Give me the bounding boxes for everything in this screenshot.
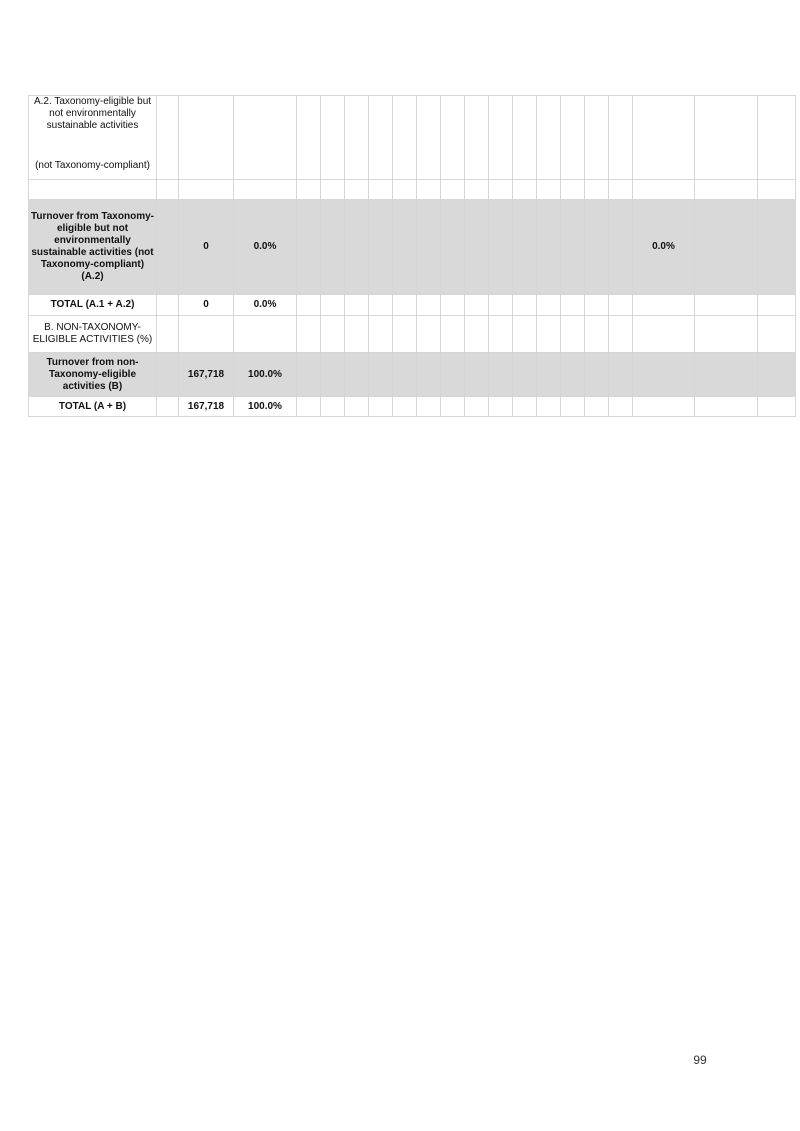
proportion-turnover-cell: 0.0%: [234, 295, 297, 316]
absolute-turnover-cell: 0: [179, 200, 234, 295]
table-row: [29, 353, 796, 397]
section-heading-a2: A.2. Taxonomy-eligible but not environmentally sustainable activities: [33, 96, 152, 131]
absolute-turnover-cell: [179, 180, 234, 200]
table-row: [29, 316, 796, 353]
taxonomy-aligned-proportion-cell: [633, 180, 695, 200]
page-number: 99: [693, 1053, 707, 1067]
row-label-cell: Turnover from Taxonomy-eligible but not environmentally sustainable activities (not Taxonomy-compliant) (A.2): [29, 200, 157, 295]
proportion-turnover-cell: [234, 96, 297, 180]
proportion-turnover-cell: 0.0%: [234, 200, 297, 295]
table-row: [29, 200, 796, 295]
section-subheading-a2: (not Taxonomy-compliant): [35, 160, 150, 171]
table-row: [29, 180, 796, 200]
row-label-cell: Turnover from non-Taxonomy-eligible activities (B): [29, 353, 157, 397]
taxonomy-aligned-proportion-cell: [633, 295, 695, 316]
row-label-cell: TOTAL (A.1 + A.2): [29, 295, 157, 316]
proportion-turnover-cell: 100.0%: [234, 353, 297, 397]
row-label-cell: [29, 180, 157, 200]
table-row: [29, 295, 796, 316]
table-row: [29, 397, 796, 417]
row-label-cell: TOTAL (A + B): [29, 397, 157, 417]
row-label-cell: B. NON-TAXONOMY-ELIGIBLE ACTIVITIES (%): [29, 316, 157, 353]
taxonomy-aligned-proportion-cell: [633, 397, 695, 417]
proportion-turnover-cell: [234, 316, 297, 353]
absolute-turnover-cell: 0: [179, 295, 234, 316]
absolute-turnover-cell: [179, 316, 234, 353]
taxonomy-aligned-proportion-cell: 0.0%: [633, 200, 695, 295]
proportion-turnover-cell: [234, 180, 297, 200]
taxonomy-turnover-table: [28, 95, 796, 417]
table-row: [29, 96, 796, 180]
taxonomy-aligned-proportion-cell: [633, 96, 695, 180]
absolute-turnover-cell: 167,718: [179, 353, 234, 397]
proportion-turnover-cell: 100.0%: [234, 397, 297, 417]
row-label-cell: [29, 96, 157, 180]
absolute-turnover-cell: [179, 96, 234, 180]
absolute-turnover-cell: 167,718: [179, 397, 234, 417]
taxonomy-aligned-proportion-cell: [633, 316, 695, 353]
taxonomy-aligned-proportion-cell: [633, 353, 695, 397]
